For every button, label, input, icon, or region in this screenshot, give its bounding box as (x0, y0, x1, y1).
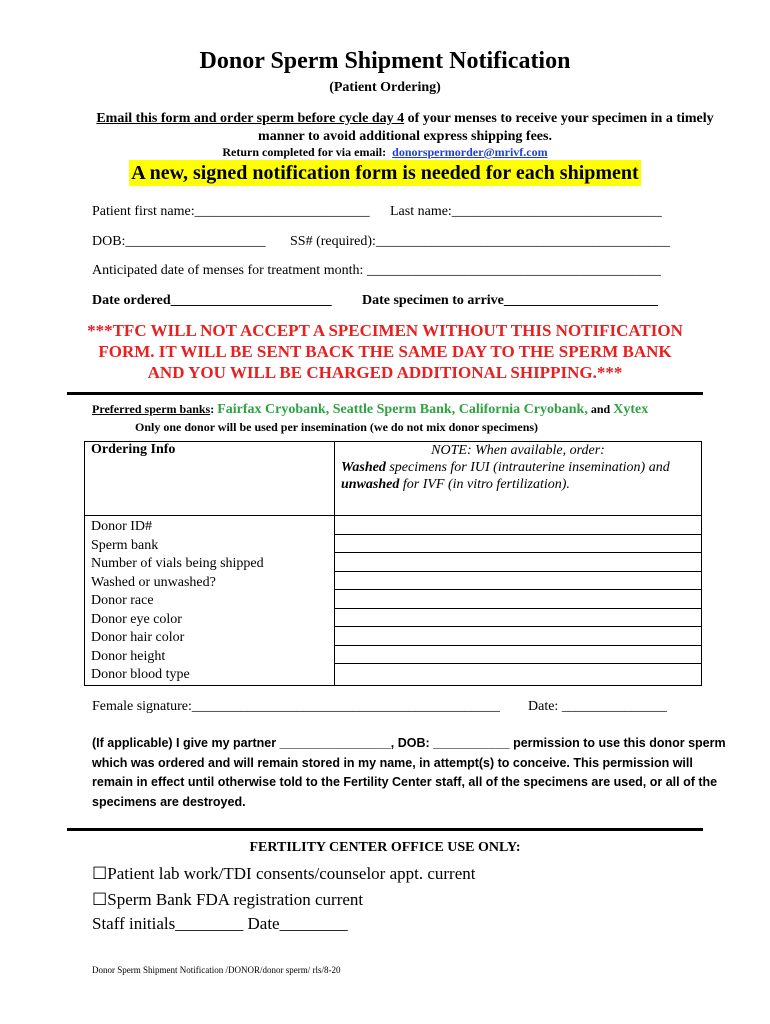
divider-bottom (67, 828, 703, 831)
warning-line-2: FORM. IT WILL BE SENT BACK THE SAME DAY TO THE SPERM BANK (98, 342, 672, 361)
last-name-field[interactable]: Last name:______________________________ (390, 204, 662, 219)
ordering-header (85, 442, 335, 516)
office-item-2 (92, 888, 363, 912)
row-donor-id: Donor ID# (91, 519, 153, 534)
return-label: Return completed for via email: (222, 145, 387, 159)
ordering-header-row (85, 442, 702, 516)
ss-field[interactable]: SS# (required):__________________________________________ (290, 234, 670, 249)
warning-line-1: ***TFC WILL NOT ACCEPT A SPECIMEN WITHOUT THIS NOTIFICATION (87, 321, 683, 340)
office-item-2-label: Sperm Bank FDA registration current (107, 890, 364, 909)
ordering-values (335, 516, 702, 686)
date-arrive-field[interactable]: Date specimen to arrive______________________ (362, 293, 658, 308)
note-mid: specimens for IUI (intrauterine insemination) and (385, 460, 670, 475)
return-email-link[interactable]: donorspermorder@mrivf.com (392, 145, 548, 159)
form-title: Donor Sperm Shipment Notification (199, 48, 571, 74)
value-height[interactable] (335, 646, 701, 665)
preferred-banks (92, 402, 648, 418)
ordering-labels (85, 516, 335, 686)
row-washed: Washed or unwashed? (91, 574, 216, 590)
only-one-donor-note: Only one donor will be used per insemination (we do not mix donor specimens) (135, 420, 539, 434)
footer-note: Donor Sperm Shipment Notification /DONOR/donor sperm/ rls/8-20 (92, 965, 341, 975)
highlight-text: A new, signed notification form is needed for each shipment (131, 162, 639, 184)
highlight-banner (0, 160, 770, 186)
dob-field[interactable]: DOB:____________________ (92, 234, 266, 249)
banks-colon: : (210, 402, 215, 416)
value-vials[interactable] (335, 553, 701, 572)
signature-date-field[interactable]: Date: _______________ (528, 699, 667, 714)
banks-label: Preferred sperm banks (92, 402, 211, 416)
value-hair-color[interactable] (335, 627, 701, 646)
note-first-line: NOTE: When available, order: (431, 443, 605, 458)
partner-permission: (If applicable) I give my partner ________________, DOB: ___________ permission to use this donor sperm which was ordered and will remain stored in my name, in attempt(s) to conceive. This permission will remain in effect until otherwise told to the Fertility Center staff, all of the specimens are used, or all of the specimens are destroyed. (92, 736, 726, 809)
ordering-header-label: Ordering Info (91, 442, 176, 457)
checkbox-icon[interactable]: ☐ (92, 890, 108, 909)
value-race[interactable] (335, 590, 701, 609)
value-eye-color[interactable] (335, 609, 701, 628)
return-line (0, 145, 770, 160)
note-unwashed: unwashed (341, 477, 400, 492)
row-blood-type: Donor blood type (91, 667, 190, 682)
warning-line-3: AND YOU WILL BE CHARGED ADDITIONAL SHIPPING.*** (147, 363, 623, 382)
warning-notice (0, 320, 770, 383)
instructions (80, 110, 730, 146)
note-end: for IVF (in vitro fertilization). (399, 477, 570, 492)
instructions-underlined: Email this form and order sperm before cycle day 4 (96, 111, 405, 126)
banks-last: Xytex (613, 402, 649, 417)
office-title: FERTILITY CENTER OFFICE USE ONLY: (249, 840, 521, 855)
ordering-body-row (85, 516, 702, 686)
first-name-field[interactable]: Patient first name:_________________________ (92, 204, 370, 219)
row-height: Donor height (91, 648, 166, 664)
divider-top (67, 392, 703, 395)
row-vials: Number of vials being shipped (91, 556, 264, 571)
note-washed: Washed (341, 460, 386, 475)
value-donor-id[interactable] (335, 516, 701, 535)
female-signature-field[interactable]: Female signature:____________________________________________ (92, 699, 500, 714)
value-washed[interactable] (335, 572, 701, 591)
row-race: Donor race (91, 593, 154, 608)
checkbox-icon[interactable]: ☐ (92, 864, 108, 883)
banks-list: Fairfax Cryobank, Seattle Sperm Bank, California Cryobank, (217, 402, 588, 417)
row-sperm-bank: Sperm bank (91, 537, 159, 553)
value-blood-type[interactable] (335, 664, 701, 683)
banks-and: and (587, 402, 614, 416)
anticipated-date-field[interactable]: Anticipated date of menses for treatment month: __________________________________________ (92, 263, 661, 278)
row-eye-color: Donor eye color (91, 611, 182, 627)
office-item-1 (92, 862, 475, 886)
date-ordered-field[interactable]: Date ordered_______________________ (92, 293, 332, 308)
ordering-table (84, 441, 702, 686)
ordering-note (335, 442, 702, 516)
row-hair-color: Donor hair color (91, 630, 185, 645)
office-item-1-label: Patient lab work/TDI consents/counselor appt. current (107, 864, 476, 883)
staff-initials-field[interactable]: Staff initials________ Date________ (92, 914, 348, 933)
form-subtitle: (Patient Ordering) (329, 80, 441, 95)
instructions-rest: of your menses to receive your specimen in a timely manner to avoid additional express shipping fees. (258, 111, 714, 144)
value-sperm-bank[interactable] (335, 535, 701, 554)
